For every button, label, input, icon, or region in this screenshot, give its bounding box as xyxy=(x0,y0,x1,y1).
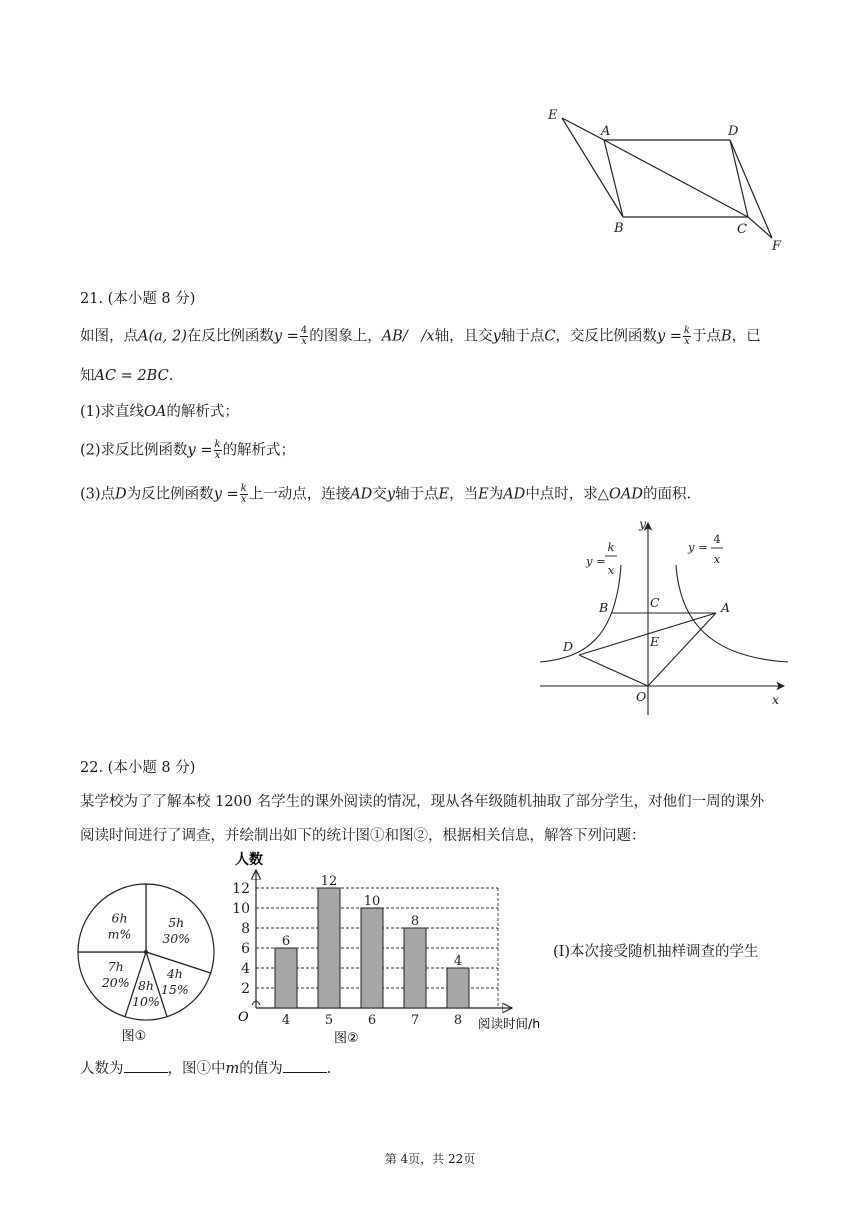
svg-text:4: 4 xyxy=(713,532,721,546)
pie-slice-percent: 10% xyxy=(132,993,160,1009)
bar xyxy=(361,908,383,1008)
axis-label-x: x xyxy=(772,692,780,707)
q22-stem-line2: 阅读时间进行了调查，并绘制出如下的统计图①和图②，根据相关信息，解答下列问题： xyxy=(80,828,646,844)
pie-slice-label: 7h xyxy=(107,958,124,974)
q22-part1-right: (I)本次接受随机抽样调查的学生 xyxy=(553,944,759,960)
q22-header: 22. (本小题 8 分) xyxy=(80,760,196,776)
fraction-4-over-x: $\frac{4}{x}$ xyxy=(300,325,308,347)
fraction-k-over-x: $\frac{k}{x}$ xyxy=(240,483,247,505)
bar-value-label: 10 xyxy=(363,894,381,909)
q21-part3: (3)点D为反比例函数y = $\frac{k}{x}$ 上一动点，连接AD交y轴于点E，当E为AD中点时，求△OAD的面积. xyxy=(80,483,692,505)
fraction-k-over-x: $\frac{k}{x}$ xyxy=(214,439,221,461)
seg-cf xyxy=(748,217,772,238)
q21-header: 21. (本小题 8 分) xyxy=(80,291,196,307)
figure-hyperbola xyxy=(536,515,796,723)
bar-caption: 图② xyxy=(334,1031,359,1046)
pie-slice-percent: m% xyxy=(107,926,132,942)
svg-text:k: k xyxy=(607,540,615,554)
bar xyxy=(318,888,340,1008)
pie-slice-percent: 15% xyxy=(160,981,189,997)
point-label-d: D xyxy=(563,639,574,654)
answer-blank-m[interactable] xyxy=(283,1058,327,1073)
pie-chart xyxy=(74,880,219,1045)
y-tick-label: 2 xyxy=(241,981,250,997)
axis-label-y: y xyxy=(639,516,647,531)
bar xyxy=(447,968,469,1008)
answer-blank-count[interactable] xyxy=(124,1058,168,1073)
origin-label: O xyxy=(238,1010,249,1025)
seg-eb xyxy=(562,118,623,217)
q21-part2: (2)求反比例函数y = $\frac{k}{x}$ 的解析式； xyxy=(80,439,296,461)
curve-left-hyperbola xyxy=(540,565,621,662)
x-tick-label: 7 xyxy=(410,1013,420,1028)
label-b: B xyxy=(614,221,624,236)
pie-slice-label: 8h xyxy=(137,977,155,993)
x-tick-label: 6 xyxy=(367,1013,377,1028)
q22-part1-continued: 人数为 ，图①中m的值为 . xyxy=(80,1058,331,1079)
seg-ba xyxy=(604,140,623,217)
q21-stem-line2: 知AC = 2BC. xyxy=(80,368,174,384)
point-label-o: O xyxy=(636,689,647,704)
x-tick-label: 4 xyxy=(281,1013,291,1028)
label-a: A xyxy=(601,124,611,139)
x-axis-title: 阅读时间/h xyxy=(478,1016,541,1031)
q21-part1: (1)求直线OA的解析式； xyxy=(80,404,239,420)
seg-do xyxy=(579,655,648,686)
pie-slice-percent: 30% xyxy=(162,931,191,947)
y-tick-label: 12 xyxy=(232,881,250,897)
bar xyxy=(404,928,426,1008)
x-tick-label: 5 xyxy=(324,1013,334,1028)
bar-chart xyxy=(222,848,560,1050)
y-tick-label: 8 xyxy=(241,921,250,937)
y-tick-label: 4 xyxy=(241,961,250,977)
x-tick-label: 8 xyxy=(453,1013,463,1028)
seg-ac xyxy=(604,140,748,217)
figure-parallelogram xyxy=(540,100,790,260)
label-f: F xyxy=(772,239,782,254)
page-footer: 第 4页，共 22页 xyxy=(384,1152,476,1166)
pie-slice-label: 6h xyxy=(111,910,128,926)
pie-center-dot xyxy=(144,950,148,954)
svg-text:x: x xyxy=(713,552,721,566)
label-y-eq-4-over-x xyxy=(687,532,723,566)
point-label-e: E xyxy=(650,634,660,649)
seg-dc xyxy=(730,140,748,217)
label-e: E xyxy=(548,108,558,123)
svg-text:x: x xyxy=(607,563,615,577)
q22-stem-line1: 某学校为了了解本校 1200 名学生的课外阅读的情况，现从各年级随机抽取了部分学生，对他们一周的课外 xyxy=(80,794,765,810)
bar-value-label: 12 xyxy=(320,874,338,889)
label-y-eq-k-over-x xyxy=(585,540,617,577)
y-axis-title: 人数 xyxy=(235,852,263,868)
q21-stem-line1: 如图，点A(a, 2)在反比例函数y = $\frac{4}{x}$ 的图象上，AB/ /x轴，且交y轴于点C，交反比例函数y = $\frac{k}{x}$ 于点B，已 xyxy=(80,325,761,347)
point-label-c: C xyxy=(650,595,660,610)
fraction-k-over-x: $\frac{k}{x}$ xyxy=(683,325,690,347)
pie-slice-label: 4h xyxy=(166,965,183,981)
svg-text:y =: y = xyxy=(688,540,708,554)
bar-value-label: 4 xyxy=(453,954,463,969)
pie-slice-label: 5h xyxy=(168,915,185,931)
point-label-b: B xyxy=(599,600,609,615)
svg-text:y =: y = xyxy=(586,554,606,568)
y-tick-label: 10 xyxy=(232,901,250,917)
label-c: C xyxy=(737,222,747,237)
y-tick-label: 6 xyxy=(241,941,250,957)
label-d: D xyxy=(728,124,739,139)
pie-caption: 图① xyxy=(121,1029,147,1044)
bar-value-label: 6 xyxy=(281,934,291,949)
point-label-a: A xyxy=(721,600,731,615)
pie-slice-percent: 20% xyxy=(101,974,130,990)
bar xyxy=(275,948,297,1008)
bar-value-label: 8 xyxy=(410,914,420,929)
